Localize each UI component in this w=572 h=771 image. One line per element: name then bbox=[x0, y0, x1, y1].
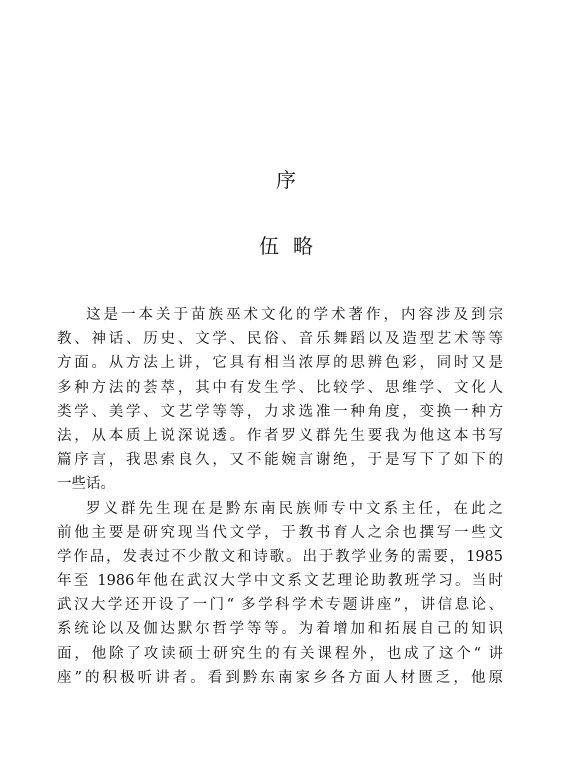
text-line: 这是一本关于苗族巫术文化的学术著作，内容涉及到宗 bbox=[86, 307, 503, 323]
text-line: 年至 1986年他在武汉大学中文系文艺理论助教班学习。当时 bbox=[57, 573, 503, 590]
text-line: 方面。从方法上讲，它具有相当浓厚的思辨色彩，同时又是 bbox=[57, 355, 503, 372]
text-line: 一些话。 bbox=[57, 476, 115, 493]
text-line: 座”的积极听讲者。看到黔东南家乡各方面人材匮乏，他原 bbox=[57, 669, 503, 686]
author-name: 伍略 bbox=[259, 234, 327, 258]
preface-heading: 序 bbox=[276, 168, 296, 192]
text-line: 前他主要是研究现当代文学，于教书育人之余也撰写一些文 bbox=[57, 524, 503, 541]
text-line: 多种方法的荟萃，其中有发生学、比较学、思维学、文化人 bbox=[57, 379, 503, 396]
preface-body bbox=[57, 303, 503, 690]
text-line: 武汉大学还开设了一门“ 多学科学术专题讲座”，讲信息论、 bbox=[57, 597, 503, 614]
text-line: 罗义群先生现在是黔东南民族师专中文系主任，在此之 bbox=[86, 500, 503, 517]
text-line: 面，他除了攻读硕士研究生的有关课程外，也成了这个“ 讲 bbox=[57, 645, 503, 662]
text-line: 教、神话、历史、文学、民俗、音乐舞蹈以及造型艺术等等 bbox=[57, 331, 503, 348]
text-line: 篇序言，我思索良久，又不能婉言谢绝，于是写下了如下的 bbox=[57, 452, 503, 469]
text-line: 法，从本质上说深说透。作者罗义群先生要我为他这本书写 bbox=[57, 427, 503, 444]
text-line: 类学、美学、文艺学等等，力求选准一种角度，变换一种方 bbox=[57, 403, 503, 420]
text-line: 系统论以及伽达默尔哲学等等。为着增加和拓展自己的知识 bbox=[57, 621, 503, 638]
text-line: 学作品，发表过不少散文和诗歌。出于教学业务的需要，1985 bbox=[57, 548, 503, 565]
